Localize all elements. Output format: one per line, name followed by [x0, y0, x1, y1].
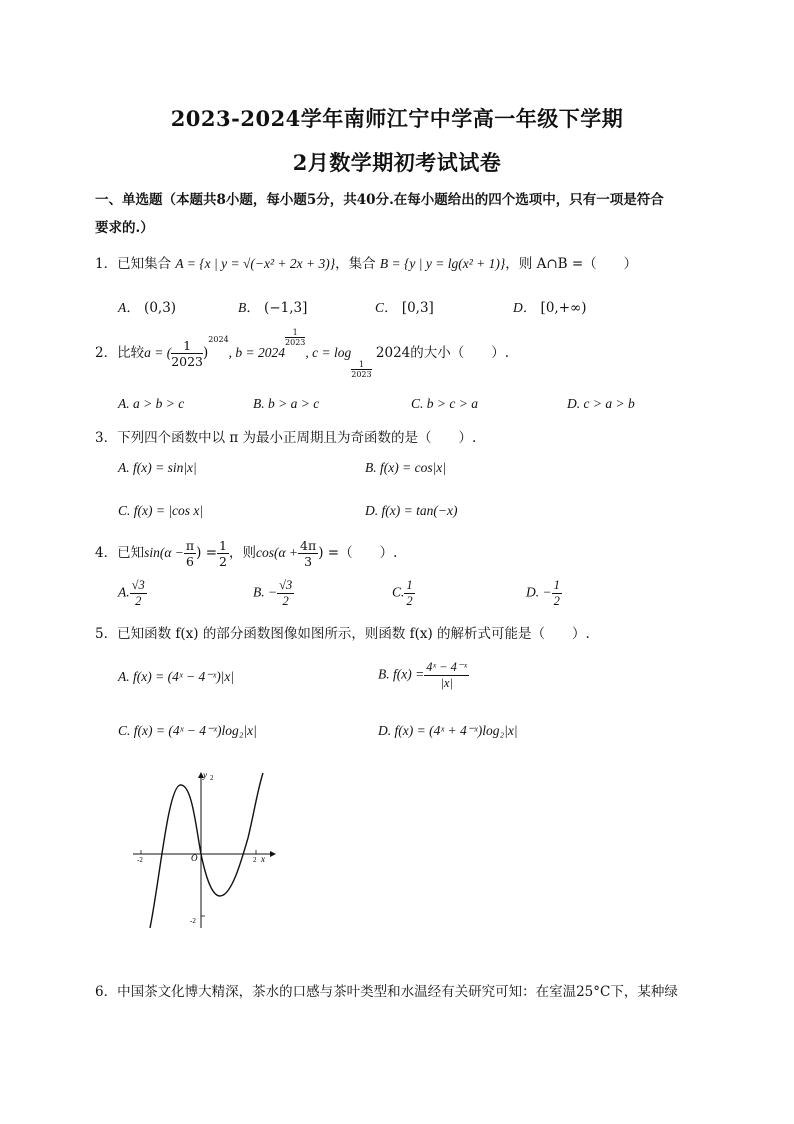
section-heading-line-1: 一、单选题（本题共8小题，每小题5分，共40分.在每小题给出的四个选项中，只有一项是符合 — [95, 192, 664, 208]
q1-number: 1． — [95, 256, 118, 272]
q1-option-a[interactable] — [118, 296, 176, 316]
q4-option-b-label: B. − — [253, 584, 278, 600]
q1-option-c-label: C． — [375, 300, 398, 315]
q2-expr-b: , b = 2024 — [228, 345, 286, 360]
q2-exp-b-num: 1 — [285, 328, 305, 338]
q6-number: 6． — [95, 984, 118, 1000]
section-heading-line-2: 要求的.） — [95, 220, 154, 236]
q5-option-b-den: |x| — [440, 676, 453, 690]
q1-set-a: A = {x | y = √(−x² + 2x + 3)} — [175, 256, 336, 271]
graph-label-origin: O — [191, 853, 198, 863]
q4-option-c-frac — [404, 578, 414, 609]
q4-option-c-label: C. — [392, 584, 405, 600]
q4-expr-1: sin(α − — [144, 545, 184, 560]
q1-option-b[interactable] — [238, 296, 307, 316]
q2-option-c[interactable]: C. b > c > a — [411, 396, 478, 411]
q4-frac-2-den: 2 — [219, 554, 227, 569]
question-1 — [95, 252, 637, 272]
q5-option-b-label: B. f(x) = — [378, 666, 425, 682]
q4-option-a-frac — [130, 578, 147, 609]
question-4 — [95, 538, 397, 569]
q4-option-c-num: 1 — [406, 578, 413, 592]
q6-text: 中国茶文化博大精深，茶水的口感与茶叶类型和水温经有关研究可知：在室温25°C下，某种绿 — [117, 984, 678, 1000]
q4-option-a-den: 2 — [135, 594, 142, 608]
q4-expr-2: ) = — [196, 545, 218, 561]
q2-text-a: 比较 — [117, 345, 145, 361]
q3-option-c[interactable]: C. f(x) = |cos x| — [118, 503, 204, 518]
q1-option-d-label: D． — [513, 300, 537, 315]
q4-option-d-den: 2 — [553, 594, 560, 608]
q2-option-a[interactable]: A. a > b > c — [118, 396, 185, 411]
function-graph — [130, 768, 280, 933]
q2-option-d[interactable]: D. c > a > b — [567, 396, 635, 411]
q2-expr-c: , c = log — [305, 345, 352, 360]
q3-text: 下列四个函数中以 π 为最小正周期且为奇函数的是（ ）. — [117, 430, 477, 446]
title-line-1: 2023-2024学年南师江宁中学高一年级下学期 — [170, 106, 624, 131]
q2-log-base — [351, 360, 371, 379]
q4-expr-4: ) =（ ）. — [318, 545, 398, 561]
q5-option-d[interactable]: D. f(x) = (4ˣ + 4⁻ˣ)log₂|x| — [378, 723, 518, 738]
q2-number: 2． — [95, 345, 118, 361]
q4-expr-3: cos(α + — [255, 545, 299, 560]
q4-number: 4． — [95, 545, 118, 561]
q4-option-b-den: 2 — [282, 594, 289, 608]
q1-option-a-value: (0,3) — [144, 300, 177, 316]
q5-text: 已知函数 f(x) 的部分函数图像如图所示，则函数 f(x) 的解析式可能是（ ）. — [117, 626, 590, 642]
question-6 — [95, 980, 678, 1000]
q2-expr-a2: ) — [203, 345, 209, 361]
question-5 — [95, 622, 590, 642]
q4-option-d-num: 1 — [553, 578, 560, 592]
q1-set-b: B = {y | y = lg(x² + 1)} — [379, 256, 506, 271]
q4-frac-1-den: 6 — [186, 554, 194, 569]
q4-option-a-num: √3 — [131, 578, 145, 592]
q2-fraction-den: 2023 — [171, 354, 204, 369]
q2-expr-a1: a = ( — [144, 345, 172, 360]
q3-option-a[interactable]: A. f(x) = sin|x| — [118, 460, 197, 475]
q5-number: 5． — [95, 626, 118, 642]
q1-option-b-value: (−1,3] — [264, 300, 308, 316]
q5-option-b[interactable] — [378, 660, 469, 691]
q2-fraction-num: 1 — [171, 338, 203, 354]
q2-log-base-den: 2023 — [351, 370, 372, 379]
q5-option-c[interactable]: C. f(x) = (4ˣ − 4⁻ˣ)log₂|x| — [118, 723, 257, 738]
q1-text-a: 已知集合 — [117, 256, 172, 272]
q4-frac-3-num: 4π — [300, 538, 317, 553]
q1-text-c: ，则 A∩B =（ ） — [505, 256, 638, 272]
q4-text-b: ，则 — [228, 545, 256, 561]
title-line-2: 2月数学期初考试试卷 — [292, 150, 502, 175]
q4-option-d-frac — [552, 578, 562, 609]
q5-option-b-num: 4ˣ − 4⁻ˣ — [426, 660, 468, 674]
q1-text-b: ，集合 — [335, 256, 376, 272]
graph-label-y: y — [203, 770, 207, 780]
q2-option-b[interactable]: B. b > a > c — [253, 396, 320, 411]
q2-fraction — [171, 338, 203, 369]
graph-label-x: x — [261, 854, 265, 864]
q4-frac-1 — [184, 538, 196, 569]
graph-label-neg2-x: -2 — [137, 856, 143, 864]
q3-option-b[interactable]: B. f(x) = cos|x| — [365, 460, 446, 475]
q2-exp-b-den: 2023 — [285, 338, 306, 347]
q3-option-d[interactable]: D. f(x) = tan(−x) — [365, 503, 458, 518]
q3-number: 3． — [95, 430, 118, 446]
q1-option-d[interactable] — [513, 296, 587, 316]
q4-frac-3 — [298, 538, 318, 569]
q4-frac-2-num: 1 — [219, 538, 227, 553]
q4-option-d-label: D. − — [526, 584, 552, 600]
q1-option-b-label: B． — [238, 300, 260, 315]
q4-option-b[interactable] — [253, 578, 294, 609]
q1-option-d-value: [0,+∞) — [540, 300, 587, 316]
q4-option-b-frac — [277, 578, 294, 609]
q4-option-c-den: 2 — [406, 594, 413, 608]
q4-frac-1-num: π — [185, 538, 195, 553]
q2-exp-b — [285, 328, 305, 347]
q5-option-b-frac — [424, 660, 469, 691]
x-axis-arrow-icon — [270, 851, 276, 857]
question-2 — [95, 328, 510, 379]
q4-text-a: 已知 — [117, 545, 145, 561]
graph-label-y2: 2 — [210, 774, 214, 782]
q2-text-b: 2024的大小（ ）. — [371, 345, 510, 361]
q4-option-c[interactable] — [392, 578, 415, 609]
q4-option-b-num: √3 — [279, 578, 293, 592]
graph-label-2-x: 2 — [253, 856, 257, 864]
q4-option-a[interactable] — [118, 578, 147, 609]
q1-option-c[interactable] — [375, 296, 434, 316]
question-3 — [95, 426, 476, 446]
q2-log-base-num: 1 — [351, 360, 371, 370]
q5-option-a[interactable]: A. f(x) = (4ˣ − 4⁻ˣ)|x| — [118, 669, 235, 684]
q1-option-a-label: A． — [118, 300, 140, 315]
q4-frac-2 — [217, 538, 229, 569]
function-curve — [150, 773, 263, 928]
q1-option-c-value: [0,3] — [401, 300, 434, 316]
graph-label-neg2-y: -2 — [190, 917, 196, 925]
q4-option-a-label: A. — [118, 584, 130, 600]
q4-option-d[interactable] — [526, 578, 562, 609]
q2-exp-a: 2024 — [208, 335, 229, 344]
q4-frac-3-den: 3 — [304, 554, 313, 569]
